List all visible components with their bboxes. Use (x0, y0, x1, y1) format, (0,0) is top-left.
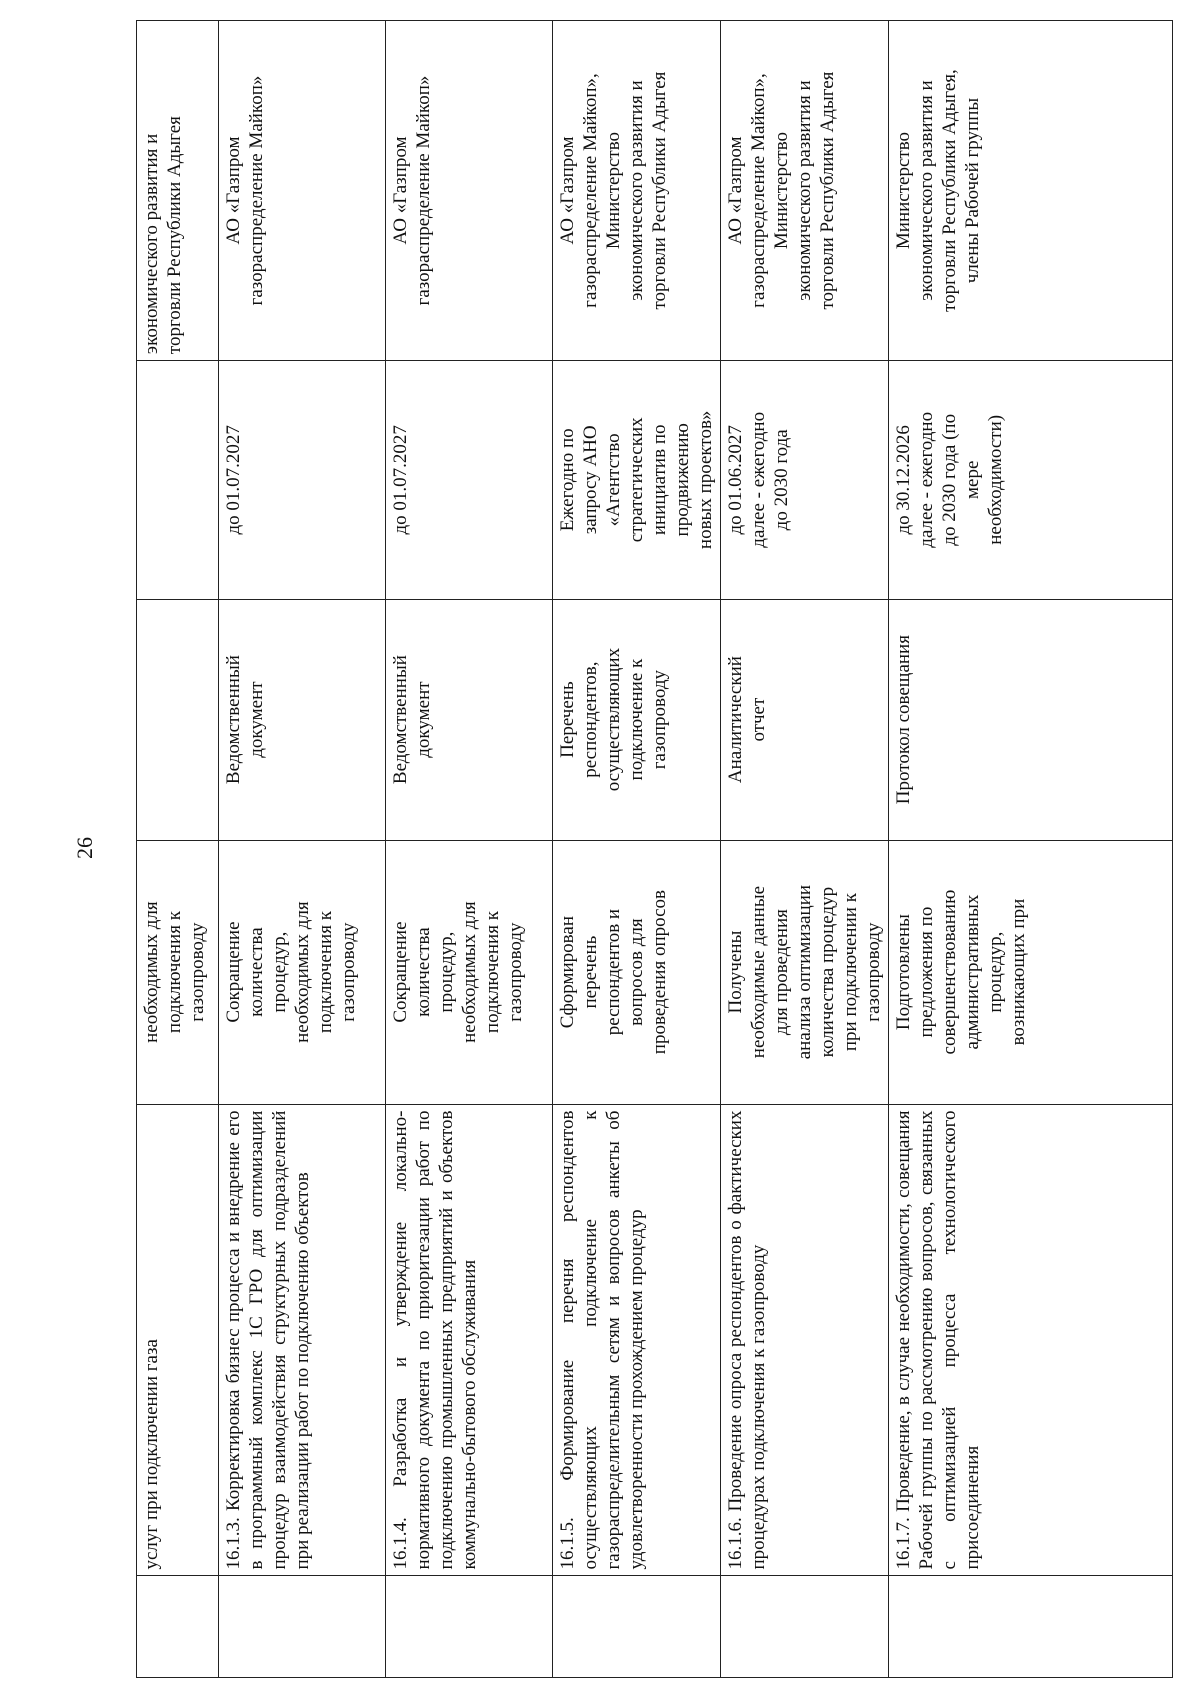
task-cell: услуг при подключении газа (137, 1104, 219, 1576)
result-cell-line: проведения опросов (649, 890, 670, 1055)
deadline-cell-line: стратегических (626, 417, 647, 543)
document-type-cell (219, 599, 386, 840)
result-cell-line: подключения к (164, 911, 185, 1034)
deadline-cell-line: до 01.07.2027 (223, 425, 244, 535)
result-cell (137, 840, 219, 1104)
result-cell-line: анализа оптимизации (794, 884, 815, 1060)
responsible-cell-line: АО «Газпром (223, 136, 244, 245)
task-cell: 16.1.4. Разработка и утверждение локально-нормативного документа по приоритезации работ по подключению промышленных предприятий и объектов коммунально-бытового обслуживания (386, 1104, 553, 1576)
responsible-cell-line: члены Рабочей группы (962, 97, 983, 284)
document-type-cell-line: газопроводу (649, 669, 670, 770)
result-cell-line: Подготовлены (893, 914, 914, 1031)
row-number-cell (386, 1576, 553, 1678)
responsible-cell (386, 21, 553, 361)
result-cell-line: количества (246, 927, 267, 1017)
deadline-cell-line: до 2030 года (771, 429, 792, 531)
deadline-cell-line: «Агентство (603, 433, 624, 527)
result-cell-line: предложения по (916, 906, 937, 1038)
result-cell-line: подключения к (482, 911, 503, 1034)
document-type-cell (721, 599, 889, 840)
deadline-cell-line: Ежегодно по (557, 428, 578, 532)
responsible-cell-line: АО «Газпром (390, 136, 411, 245)
responsible-cell-line: АО «Газпром (725, 136, 746, 245)
deadline-cell-line: до 30.12.2026 (893, 425, 914, 535)
deadline-cell-line: инициатив по (649, 424, 670, 536)
result-cell-line: Сокращение (223, 921, 244, 1023)
deadline-cell-line: до 2030 года (по (939, 413, 960, 546)
document-type-cell-line: осуществляющих (603, 647, 624, 792)
task-cell: 16.1.3. Корректировка бизнес процесса и внедрение его в программный комплекс 1С ГРО для оптимизации процедур взаимодействия структурных подразделений при реализации работ по подключению объектов (219, 1104, 386, 1576)
document-type-cell (889, 599, 1173, 840)
result-cell-line: вопросов для (626, 918, 647, 1026)
result-cell-line: количества процедур (817, 886, 838, 1058)
row-number-cell (137, 1576, 219, 1678)
responsible-cell-line: экономического развития и (141, 133, 162, 355)
responsible-cell (219, 21, 386, 361)
result-cell-line: Сформирован (557, 915, 578, 1029)
result-cell (889, 840, 1173, 1104)
responsible-cell-line: торговли Республики Адыгея (817, 71, 838, 310)
deadline-cell (889, 361, 1173, 600)
result-cell-line: при подключении к (840, 893, 861, 1052)
document-type-cell-line: документ (246, 681, 267, 758)
result-cell-line: перечень (580, 935, 601, 1009)
result-cell-line: административных (962, 894, 983, 1050)
result-cell-line: необходимых для (141, 901, 162, 1043)
table-body (137, 21, 1173, 1678)
deadline-cell (219, 361, 386, 600)
document-type-cell-line: отчет (748, 697, 769, 742)
result-cell-line: совершенствованию (939, 889, 960, 1055)
deadline-cell-line: далее - ежегодно (916, 411, 937, 548)
result-cell-line: процедур, (269, 931, 290, 1013)
result-cell-line: газопроводу (187, 922, 208, 1022)
responsible-cell-line: торговли Республики Адыгея (649, 71, 670, 310)
deadline-cell-line: до 01.06.2027 (725, 425, 746, 535)
responsible-cell (721, 21, 889, 361)
responsible-cell (553, 21, 721, 361)
responsible-cell (137, 21, 219, 361)
result-cell-line: возникающих при (1008, 898, 1029, 1046)
responsible-cell-line: газораспределение Майкоп», (748, 73, 769, 308)
result-cell-line: респондентов и (603, 908, 624, 1036)
responsible-cell-line: газораспределение Майкоп» (246, 75, 267, 306)
result-cell-line: необходимые данные (748, 885, 769, 1059)
row-number-cell (889, 1576, 1173, 1678)
result-cell-line: необходимых для (292, 901, 313, 1043)
page-number: 26 (72, 837, 97, 859)
deadline-cell (386, 361, 553, 600)
result-cell-line: газопроводу (863, 922, 884, 1022)
result-cell-line: количества (413, 927, 434, 1017)
deadline-cell (137, 361, 219, 600)
document-type-cell-line: респондентов, (580, 661, 601, 778)
result-cell-line: подключения к (315, 911, 336, 1034)
document-type-cell-line: Протокол совещания (893, 635, 914, 805)
document-type-cell (553, 599, 721, 840)
deadline-cell-line: мере (962, 460, 983, 500)
task-cell: 16.1.6. Проведение опроса респондентов о фактических процедурах подключения к газопроводу (721, 1104, 889, 1576)
table-row (219, 21, 386, 1678)
table-row (137, 21, 219, 1678)
deadline-cell (721, 361, 889, 600)
row-number-cell (721, 1576, 889, 1678)
deadline-cell-line: необходимости) (985, 414, 1006, 545)
task-cell: 16.1.7. Проведение, в случае необходимости, совещания Рабочей группы по рассмотрению вопросов, связанных с оптимизацией процесса технологического присоединения (889, 1104, 1173, 1576)
document-type-cell-line: документ (413, 681, 434, 758)
responsible-cell-line: Министерство (603, 131, 624, 250)
deadline-cell-line: запросу АНО (580, 425, 601, 535)
document-type-cell (386, 599, 553, 840)
responsible-cell-line: АО «Газпром (557, 136, 578, 245)
document-type-cell-line: подключение к (626, 658, 647, 781)
table-row (721, 21, 889, 1678)
result-cell (219, 840, 386, 1104)
task-cell: 16.1.5. Формирование перечня респондентов осуществляющих подключение к газораспределительным сетям и вопросов анкеты об удовлетворенности прохождением процедур (553, 1104, 721, 1576)
responsible-cell-line: торговли Республики Адыгея (164, 116, 185, 355)
document-type-cell-line: Ведомственный (390, 655, 411, 785)
row-number-cell (219, 1576, 386, 1678)
responsible-cell-line: торговли Республики Адыгея, (939, 69, 960, 312)
result-cell-line: Получены (725, 930, 746, 1014)
table-row (553, 21, 721, 1678)
document-type-cell-line: Перечень (557, 681, 578, 758)
table-row (386, 21, 553, 1678)
measures-table-rotated (136, 20, 1158, 1678)
responsible-cell-line: Министерство (771, 131, 792, 250)
deadline-cell-line: далее - ежегодно (748, 411, 769, 548)
result-cell (386, 840, 553, 1104)
responsible-cell-line: газораспределение Майкоп» (413, 75, 434, 306)
result-cell-line: газопроводу (505, 922, 526, 1022)
responsible-cell-line: экономического развития и (626, 80, 647, 301)
measures-table-area (136, 20, 1158, 1678)
result-cell (553, 840, 721, 1104)
responsible-cell (889, 21, 1173, 361)
result-cell-line: процедур, (985, 931, 1006, 1013)
result-cell-line: для проведения (771, 909, 792, 1036)
responsible-cell-line: экономического развития и (794, 80, 815, 301)
result-cell-line: процедур, (436, 931, 457, 1013)
responsible-cell-line: газораспределение Майкоп», (580, 73, 601, 308)
result-cell-line: необходимых для (459, 901, 480, 1043)
document-type-cell-line: Аналитический (725, 656, 746, 784)
measures-table (136, 20, 1173, 1678)
result-cell-line: Сокращение (390, 921, 411, 1023)
deadline-cell-line: новых проектов» (695, 410, 716, 550)
row-number-cell (553, 1576, 721, 1678)
deadline-cell-line: продвижению (672, 423, 693, 537)
document-type-cell-line: Ведомственный (223, 655, 244, 785)
result-cell-line: газопроводу (338, 922, 359, 1022)
document-type-cell (137, 599, 219, 840)
responsible-cell-line: Министерство (893, 131, 914, 250)
table-row (889, 21, 1173, 1678)
deadline-cell (553, 361, 721, 600)
deadline-cell-line: до 01.07.2027 (390, 425, 411, 535)
responsible-cell-line: экономического развития и (916, 80, 937, 301)
result-cell (721, 840, 889, 1104)
